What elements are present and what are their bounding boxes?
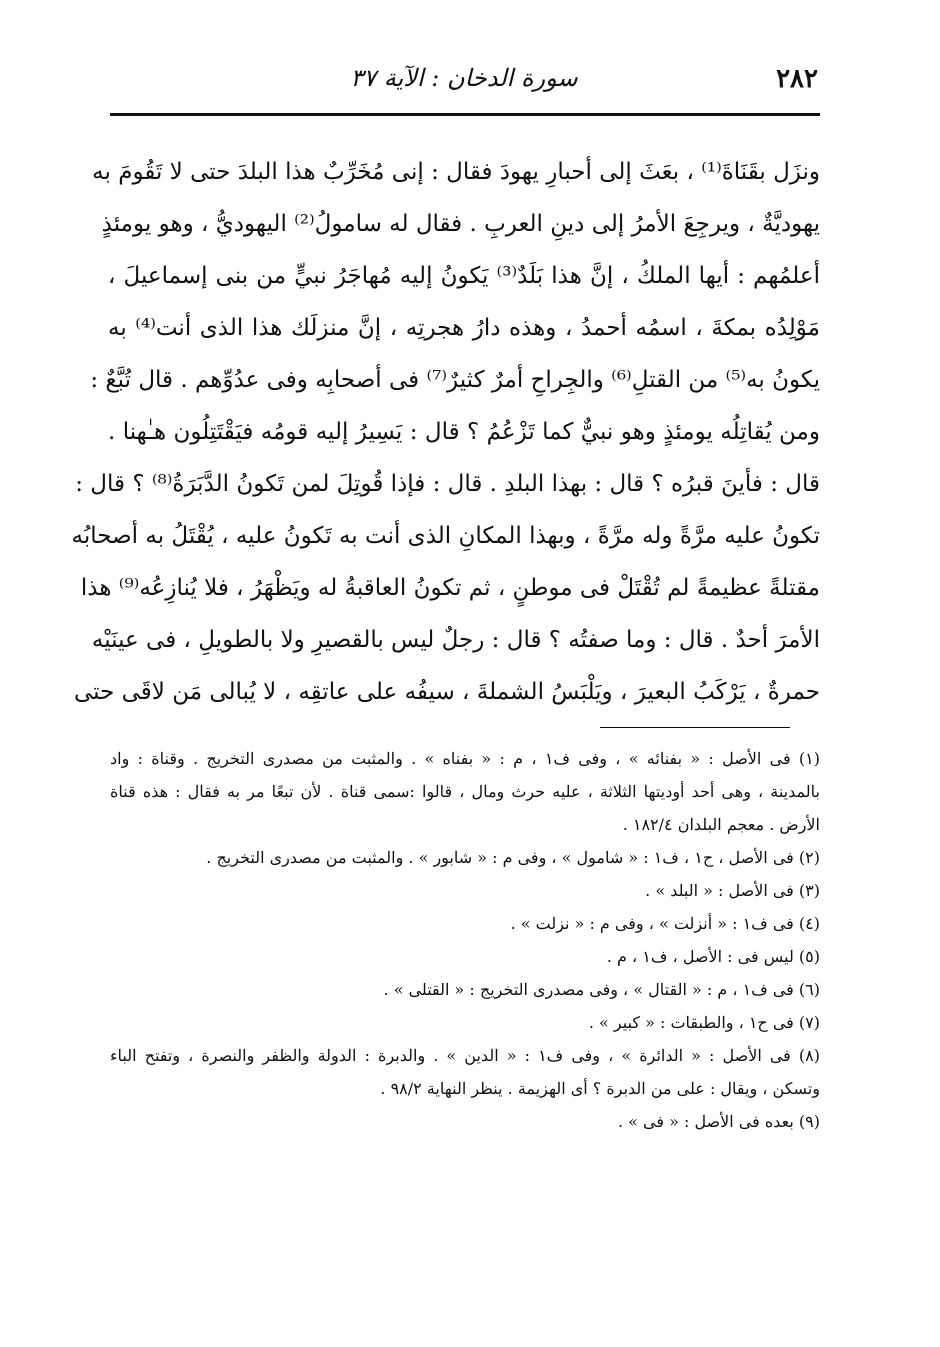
main-text — [71, 146, 820, 718]
text-line: ونزَل بقَنَاةَ⁽¹⁾ ، بعَثَ إلى أحبارِ يهودَ فقال : إنى مُخَرِّبٌ هذا البلدَ حتى لا تَقُومَ به — [92, 159, 820, 185]
text-line: يكونُ به⁽⁵⁾ من القتلِ⁽⁶⁾ والجِراحِ أمرٌ كثيرٌ⁽⁷⁾ فى أصحابِه وفى عدُوِّهم . قال تُبَّعٌ : — [90, 367, 820, 393]
footnote-line: (٧) فى ح١ ، والطبقات : « كبير » . — [588, 1013, 820, 1032]
text-line: أعلمُهم : أيها الملكُ ، إنَّ هذا بَلَدٌ⁽³⁾ يَكونُ إليه مُهاجَرُ نبيٍّ من بنى إسماعيلَ ، — [108, 263, 820, 289]
footnotes — [110, 742, 820, 1138]
text-line: الأمرَ أحدٌ . قال : وما صفتُه ؟ قال : رجلٌ ليس بالقصيرِ ولا بالطويلِ ، فى عينَيْه — [91, 627, 820, 653]
footnote-line: (٨) فى الأصل : « الدائرة » ، وفى ف١ : « الدين » . والدبرة : الدولة والظفر والنصرة ، وتفتح الباء — [110, 1046, 820, 1065]
running-head: سورة الدخان : الآية ٣٧ — [350, 64, 578, 92]
text-line: ومن يُقاتِلُه يومئذٍ وهو نبيٌّ كما تَزْعُمُ ؟ قال : يَسِيرُ إليه قومُه فيَقْتَتِلُون هـٰهنا . — [108, 419, 820, 445]
header-rule — [110, 113, 820, 116]
footnote-line: (٥) ليس فى : الأصل ، ف١ ، م . — [606, 947, 820, 966]
footnote-line: (٢) فى الأصل ، ح١ ، ف١ : « شامول » ، وفى م : « شابور » . والمثبت من مصدرى التخريج . — [206, 848, 820, 867]
footnote-line: (٣) فى الأصل : « البلد » . — [645, 881, 820, 900]
text-line: يهوديَّةٌ ، ويرجِعَ الأمرُ إلى دينِ العربِ . فقال له سامولُ⁽²⁾ اليهوديُّ ، وهو يومئذٍ — [101, 211, 820, 237]
footnote-line: الأرض . معجم البلدان ١٨٢/٤ . — [622, 815, 820, 834]
text-line: مَوْلِدُه بمكةَ ، اسمُه أحمدُ ، وهذه دارُ هجرتِه ، إنَّ منزلَك هذا الذى أنت⁽⁴⁾ به — [108, 315, 820, 341]
page-header — [110, 58, 818, 108]
page-number: ٢٨٢ — [776, 64, 818, 94]
text-line: مقتلةً عظيمةً لم تُقْتَلْ فى موطنٍ ، ثم تكونُ العاقبةُ له ويَظْهَرُ ، فلا يُنازِعُه⁽⁹⁾ هذا — [80, 575, 820, 601]
text-line: قال : فأينَ قبرُه ؟ قال : بهذا البلدِ . قال : فإذا قُوتِلَ لمن تَكونُ الدَّبَرَةُ⁽⁸⁾ ؟ قال : — [75, 471, 820, 497]
footnote-rule — [600, 727, 790, 728]
footnote-line: (٦) فى ف١ ، م : « القتال » ، وفى مصدرى التخريج : « القتلى » . — [383, 980, 820, 999]
footnote-line: (٩) بعده فى الأصل : « فى » . — [617, 1112, 820, 1131]
footnote-line: وتسكن ، ويقال : على من الدبرة ؟ أى الهزيمة . ينظر النهاية ٩٨/٢ . — [380, 1079, 820, 1098]
footnote-line: (٤) فى ف١ : « أنزلت » ، وفى م : « نزلت » . — [510, 914, 820, 933]
footnote-line: بالمدينة ، وهى أحد أوديتها الثلاثة ، عليه حرث ومال ، قالوا :سمى قناة . لأن تبعًا مر به فقال : هذه قناة — [110, 782, 820, 801]
text-line: تكونُ عليه مرَّةً وله مرَّةً ، وبهذا المكانِ الذى أنت به تَكونُ عليه ، يُقْتَلُ به أصحابُه — [71, 523, 820, 549]
footnote-line: (١) فى الأصل : « بفنائه » ، وفى ف١ ، م : « بفناه » . والمثبت من مصدرى التخريج . وقناة : واد — [110, 749, 821, 768]
text-line: حمرةٌ ، يَرْكَبُ البعيرَ ، ويَلْبَسُ الشملةَ ، سيفُه على عاتقِه ، لا يُبالى مَن لاقَى حتى — [73, 679, 820, 705]
